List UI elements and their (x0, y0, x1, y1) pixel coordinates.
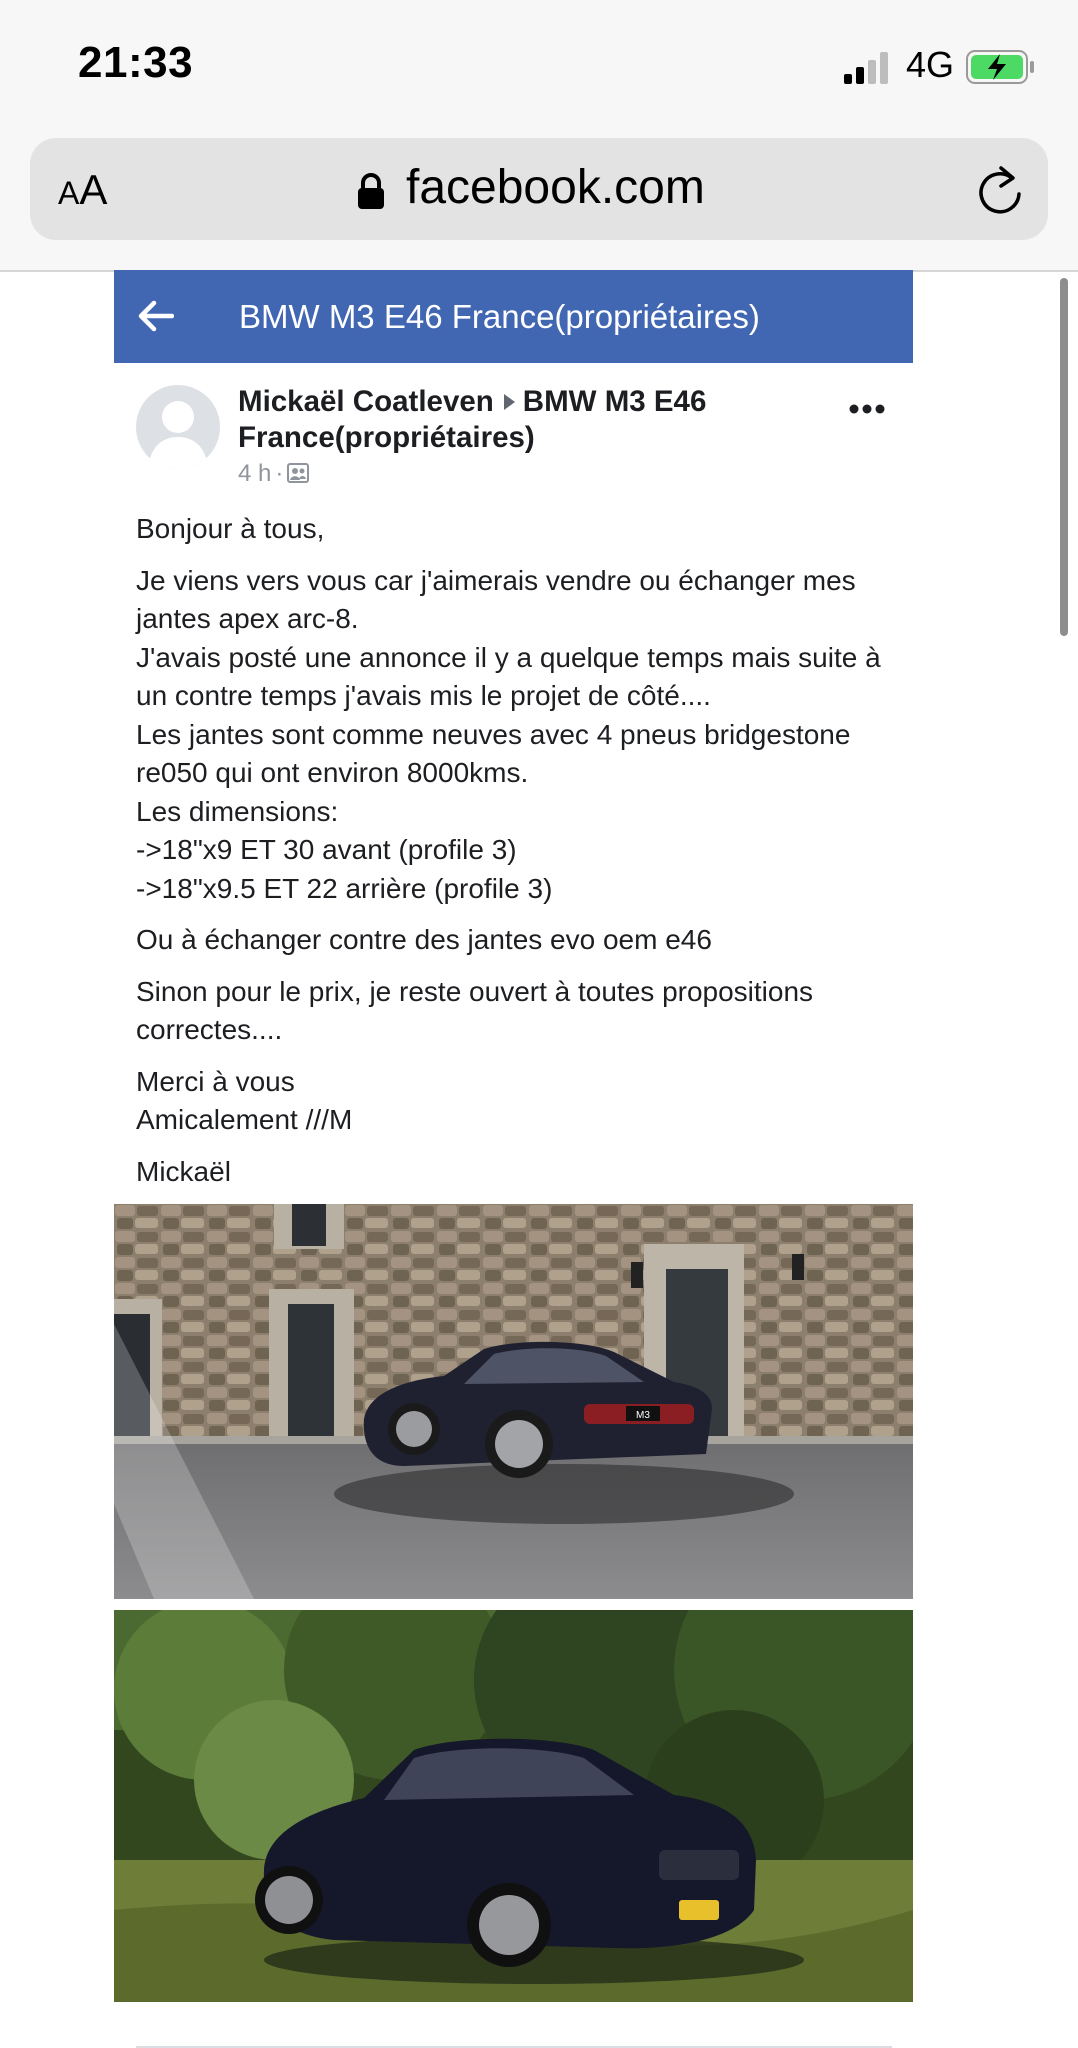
meta-separator: · (275, 460, 284, 487)
post-time[interactable]: 4 h (238, 460, 272, 487)
address-bar[interactable] (30, 138, 1048, 240)
group-link[interactable]: BMW M3 E46 France(propriétaires) (238, 385, 707, 454)
back-arrow-icon[interactable] (138, 300, 174, 332)
author-name[interactable]: Mickaël Coatleven (238, 385, 494, 418)
avatar[interactable] (136, 385, 220, 469)
browser-address-area (0, 130, 1078, 272)
license-plate: M3 (636, 1410, 650, 1421)
post-author-line (238, 384, 838, 456)
avatar-silhouette-icon (136, 385, 220, 469)
post-photo-1[interactable] (114, 1204, 913, 1599)
post-paragraph: Mickaël (136, 1155, 231, 1187)
status-time: 21:33 (78, 38, 194, 87)
caret-right-icon (504, 394, 515, 410)
more-icon[interactable] (849, 404, 885, 414)
url-text[interactable]: facebook.com (406, 161, 705, 214)
post-paragraph: Bonjour à tous, (136, 513, 325, 544)
text-size-small-a: A (58, 175, 80, 211)
post-photo-2[interactable] (114, 1610, 913, 2002)
group-privacy-icon (287, 463, 309, 483)
post-paragraph: Je viens vers vous car j'aimerais vendre ou échanger mes jantes apex arc-8. J'avais posté une annonce il y a quelque temps mais suite à un contre temps j'avais mis le projet de côté.... Les jantes sont comme neuves avec 4 pneus bridgestone re050 qui ont environ 8000kms. Les dimensions: ->18"x9 ET 30 avant (profile 3) ->18"x9.5 ET 22 arrière (profile 3) (136, 564, 881, 904)
post-meta (238, 460, 309, 488)
post-paragraph: Sinon pour le prix, je reste ouvert à toutes propositions correctes.... (136, 975, 814, 1045)
post-paragraph: Ou à échanger contre des jantes evo oem e46 (136, 924, 712, 955)
group-title[interactable]: BMW M3 E46 France(propriétaires) (239, 298, 760, 335)
reload-icon[interactable] (976, 162, 1026, 218)
text-size-button[interactable] (58, 166, 107, 214)
scrollbar[interactable] (1060, 278, 1068, 636)
lock-icon (356, 172, 386, 210)
status-bar (0, 0, 1078, 130)
battery-charging-icon (966, 50, 1036, 84)
signal-icon (844, 52, 894, 84)
group-header (114, 270, 913, 363)
text-size-large-a: A (79, 166, 108, 213)
network-label: 4G (906, 44, 955, 85)
post-body (136, 510, 896, 1204)
post-paragraph: Merci à vous Amicalement ///M (136, 1065, 353, 1135)
